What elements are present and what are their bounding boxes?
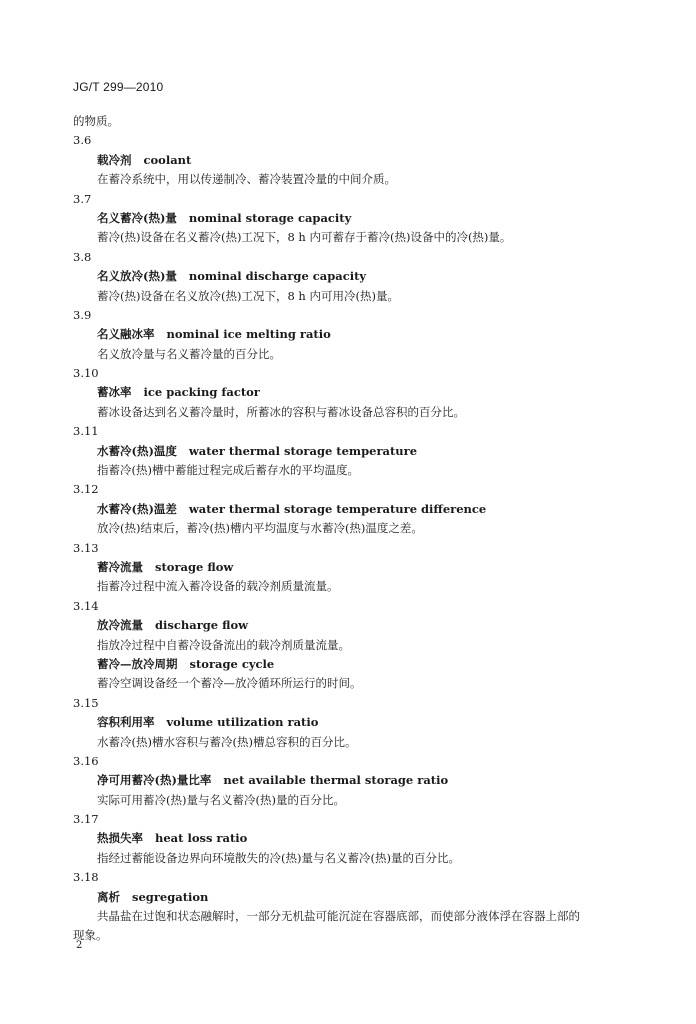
term-definition: 指蓄冷(热)槽中蓄能过程完成后蓄存水的平均温度。	[97, 463, 359, 478]
term-definition: 实际可用蓄冷(热)量与名义蓄冷(热)量的百分比。	[97, 792, 345, 807]
clause-number: 3.7	[73, 191, 92, 206]
standard-code-header: JG/T 299—2010	[73, 80, 164, 94]
term-definition: 蓄冷(热)设备在名义放冷(热)工况下，8 h 内可用冷(热)量。	[97, 288, 399, 303]
term-heading	[73, 888, 648, 907]
term-zh: 蓄冷流量	[97, 559, 143, 574]
term-heading	[73, 209, 648, 228]
term-definition-continuation: 现象。	[73, 928, 108, 943]
term-en: storage flow	[155, 559, 234, 574]
term-zh: 净可用蓄冷(热)量比率	[97, 773, 212, 788]
term-en: discharge flow	[155, 618, 249, 633]
term-definition: 水蓄冷(热)槽水容积与蓄冷(热)槽总容积的百分比。	[97, 734, 357, 749]
term-en: nominal storage capacity	[188, 210, 352, 225]
term-zh: 名义蓄冷(热)量	[97, 210, 177, 225]
clause-number: 3.13	[73, 540, 99, 555]
term-definition: 名义放冷量与名义蓄冷量的百分比。	[97, 346, 281, 361]
term-heading	[73, 442, 648, 461]
term-heading	[73, 151, 648, 170]
term-definition: 在蓄冷系统中，用以传递制冷、蓄冷装置冷量的中间介质。	[97, 172, 396, 187]
term-en: volume utilization ratio	[166, 715, 319, 730]
clause-number: 3.10	[73, 366, 99, 381]
term-zh: 载冷剂	[97, 152, 132, 167]
term-en: ice packing factor	[143, 385, 260, 400]
term-heading	[73, 383, 648, 402]
term-heading	[73, 558, 648, 577]
clause-number: 3.9	[73, 307, 92, 322]
term-en: water thermal storage temperature difference	[188, 501, 487, 516]
term-heading	[73, 771, 648, 790]
clause-number: 3.14	[73, 598, 99, 613]
term-heading	[73, 616, 648, 635]
clause-number: 3.6	[73, 133, 92, 148]
term-zh: 名义放冷(热)量	[97, 269, 177, 284]
term-definition: 指经过蓄能设备边界向环境散失的冷(热)量与名义蓄冷(热)量的百分比。	[97, 850, 460, 865]
term-en: storage cycle	[189, 656, 275, 671]
term-definition: 共晶盐在过饱和状态融解时，一部分无机盐可能沉淀在容器底部，而使部分液体浮在容器上部的	[97, 909, 580, 924]
term-en: segregation	[132, 889, 209, 904]
term-heading	[73, 713, 648, 732]
clause-number: 3.8	[73, 249, 92, 264]
term-en: water thermal storage temperature	[188, 443, 418, 458]
term-definition: 蓄冷(热)设备在名义蓄冷(热)工况下，8 h 内可蓄存于蓄冷(热)设备中的冷(热)量。	[97, 230, 512, 245]
term-definition: 放冷(热)结束后，蓄冷(热)槽内平均温度与水蓄冷(热)温度之差。	[97, 521, 423, 536]
clause-number: 3.18	[73, 870, 99, 885]
term-zh: 名义融冰率	[97, 327, 155, 342]
term-heading	[73, 325, 648, 344]
page-number: 2	[76, 940, 83, 951]
term-zh: 热损失率	[97, 831, 143, 846]
term-en: nominal ice melting ratio	[166, 327, 331, 342]
term-zh: 离析	[97, 889, 120, 904]
term-definition: 指蓄冷过程中流入蓄冷设备的载冷剂质量流量。	[97, 579, 339, 594]
term-zh: 放冷流量	[97, 618, 143, 633]
term-heading	[73, 655, 648, 674]
term-en: net available thermal storage ratio	[223, 773, 449, 788]
term-en: heat loss ratio	[155, 831, 248, 846]
clause-number: 3.11	[73, 424, 99, 439]
clause-number: 3.15	[73, 695, 99, 710]
term-heading	[73, 500, 648, 519]
clause-number: 3.16	[73, 753, 99, 768]
term-en: coolant	[143, 152, 192, 167]
term-en: nominal discharge capacity	[188, 269, 367, 284]
term-definition: 蓄冰设备达到名义蓄冷量时，所蓄冰的容积与蓄冰设备总容积的百分比。	[97, 404, 465, 419]
clause-number: 3.17	[73, 812, 99, 827]
term-zh: 容积利用率	[97, 715, 155, 730]
document-body	[73, 112, 648, 946]
term-heading	[73, 829, 648, 848]
term-heading	[73, 267, 648, 286]
term-zh: 蓄冷—放冷周期	[97, 656, 178, 671]
lead-text: 的物质。	[73, 114, 119, 128]
term-definition: 指放冷过程中自蓄冷设备流出的载冷剂质量流量。	[97, 637, 350, 652]
term-zh: 水蓄冷(热)温差	[97, 501, 177, 516]
term-zh: 蓄冰率	[97, 385, 132, 400]
term-definition: 蓄冷空调设备经一个蓄冷—放冷循环所运行的时间。	[97, 676, 362, 691]
clause-number: 3.12	[73, 482, 99, 497]
term-zh: 水蓄冷(热)温度	[97, 443, 177, 458]
